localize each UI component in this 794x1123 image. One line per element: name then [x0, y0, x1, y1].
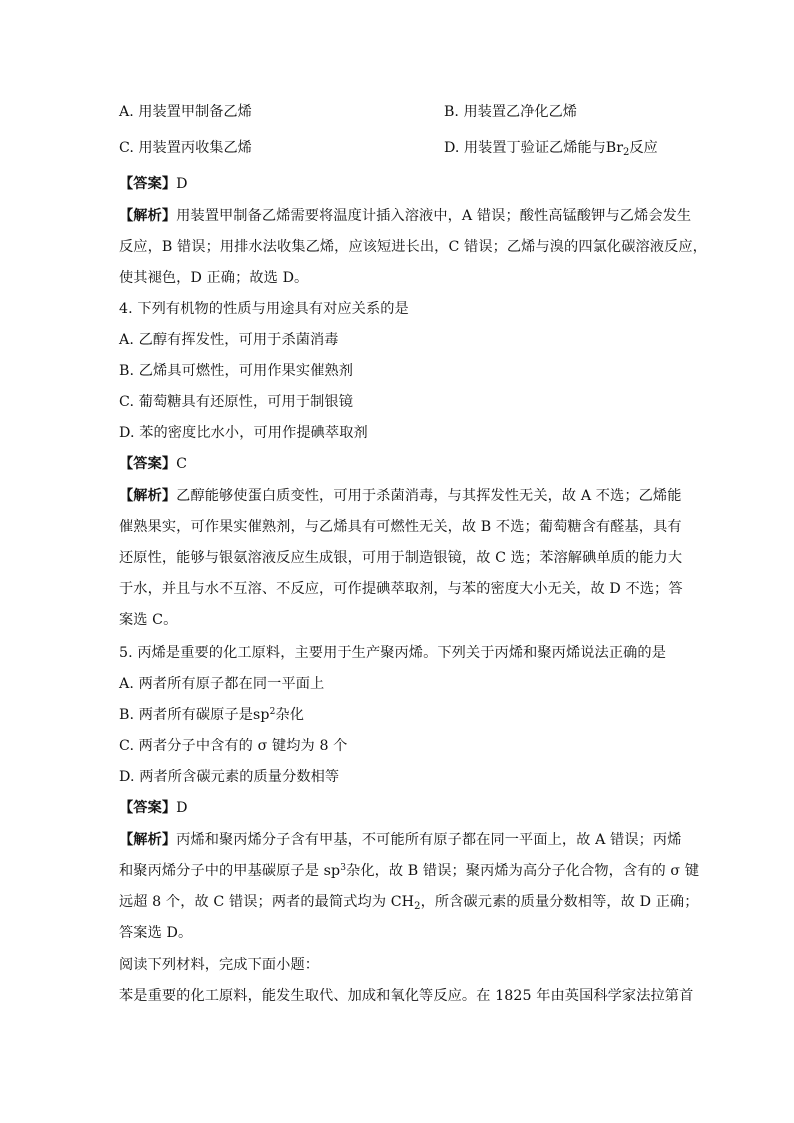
q3-analysis-line-3: 使其褪色，D 正确；故选 D。: [119, 270, 309, 286]
q5-option-a: A. 两者所有原子都在同一平面上: [119, 676, 325, 692]
q3-option-d-suffix: 反应: [629, 140, 658, 156]
q3-option-b: B. 用装置乙净化乙烯: [444, 104, 577, 120]
q4-analysis-line-1: 【解析】乙醇能够使蛋白质变性，可用于杀菌消毒，与其挥发性无关，故 A 不选；乙烯能: [119, 488, 682, 504]
q5-analysis-line-1: 【解析】丙烯和聚丙烯分子含有甲基，不可能所有原子都在同一平面上，故 A 错误；丙烯: [119, 832, 682, 848]
q3-option-a: A. 用装置甲制备乙烯: [119, 104, 252, 120]
q4-stem: 4. 下列有机物的性质与用途具有对应关系的是: [119, 301, 409, 317]
q4-option-a: A. 乙醇有挥发性，可用于杀菌消毒: [119, 332, 339, 348]
q3-answer: [119, 174, 188, 194]
q4-option-c: C. 葡萄糖具有还原性，可用于制银镜: [119, 394, 353, 410]
reading-text: 苯是重要的化工原料，能发生取代、加成和氧化等反应。在 1825 年由英国科学家法拉第首: [119, 988, 694, 1004]
q4-analysis-line-2: 催熟果实，可作果实催熟剂，与乙烯具有可燃性无关，故 B 不选；葡萄糖含有醛基，具有: [119, 519, 682, 535]
answer-tag: 【答案】: [119, 456, 177, 472]
q3-analysis-line-2: 反应，B 错误；用排水法收集乙烯，应该短进长出，C 错误；乙烯与溴的四氯化碳溶液反应，: [119, 239, 707, 255]
q4-option-b: B. 乙烯具可燃性，可用作果实催熟剂: [119, 363, 354, 379]
q5-stem: 5. 丙烯是重要的化工原料，主要用于生产聚丙烯。下列关于丙烯和聚丙烯说法正确的是: [119, 645, 666, 661]
analysis-tag: 【解析】: [119, 832, 177, 848]
q5-option-b: B. 两者所有碳原子是$sp^2$杂化: [119, 707, 305, 723]
analysis-tag: 【解析】: [119, 488, 177, 504]
bromine-formula: $Br_2$: [605, 140, 630, 158]
q4-analysis-line-3: 还原性，能够与银氨溶液反应生成银，可用于制造银镜，故 C 选；苯溶解碘单质的能力大: [119, 550, 683, 566]
answer-value: D: [176, 176, 188, 192]
q3-analysis-line-1: 【解析】用装置甲制备乙烯需要将温度计插入溶液中，A 错误；酸性高锰酸钾与乙烯会发生: [119, 208, 692, 224]
answer-tag: 【答案】: [119, 176, 177, 192]
answer-value: D: [176, 800, 188, 816]
reading-intro: 阅读下列材料，完成下面小题：: [119, 957, 320, 973]
q5-answer: [119, 798, 188, 818]
answer-value: C: [176, 456, 188, 472]
q5-option-c: C. 两者分子中含有的 σ 键均为 8 个: [119, 738, 348, 754]
q4-analysis-line-4: 于水，并且与水不互溶、不反应，可作提碘萃取剂，与苯的密度大小无关，故 D 不选；答: [119, 581, 683, 597]
q5-analysis-line-3: 远超 8 个，故 C 错误；两者的最简式均为 $CH_2$，所含碳元素的质量分数相等，故 D 正确；: [119, 894, 699, 912]
q4-option-d: D. 苯的密度比水小，可用作提碘萃取剂: [119, 425, 368, 441]
q5-analysis-line-2: 和聚丙烯分子中的甲基碳原子是 $sp^3$杂化，故 B 错误；聚丙烯为高分子化合物，含有的 σ 键: [119, 863, 700, 879]
q3-option-d: [444, 138, 658, 158]
q3-option-d-text: D. 用装置丁验证乙烯能与: [444, 140, 606, 156]
answer-tag: 【答案】: [119, 800, 177, 816]
q4-analysis-line-5: 案选 C。: [119, 612, 178, 628]
q5-analysis-line-4: 答案选 D。: [119, 925, 193, 941]
sp2-notation: $sp^2$: [253, 707, 276, 723]
q3-option-c: C. 用装置丙收集乙烯: [119, 140, 252, 156]
analysis-tag: 【解析】: [119, 208, 177, 224]
q4-answer: [119, 454, 187, 474]
q5-option-d: D. 两者所含碳元素的质量分数相等: [119, 769, 340, 785]
